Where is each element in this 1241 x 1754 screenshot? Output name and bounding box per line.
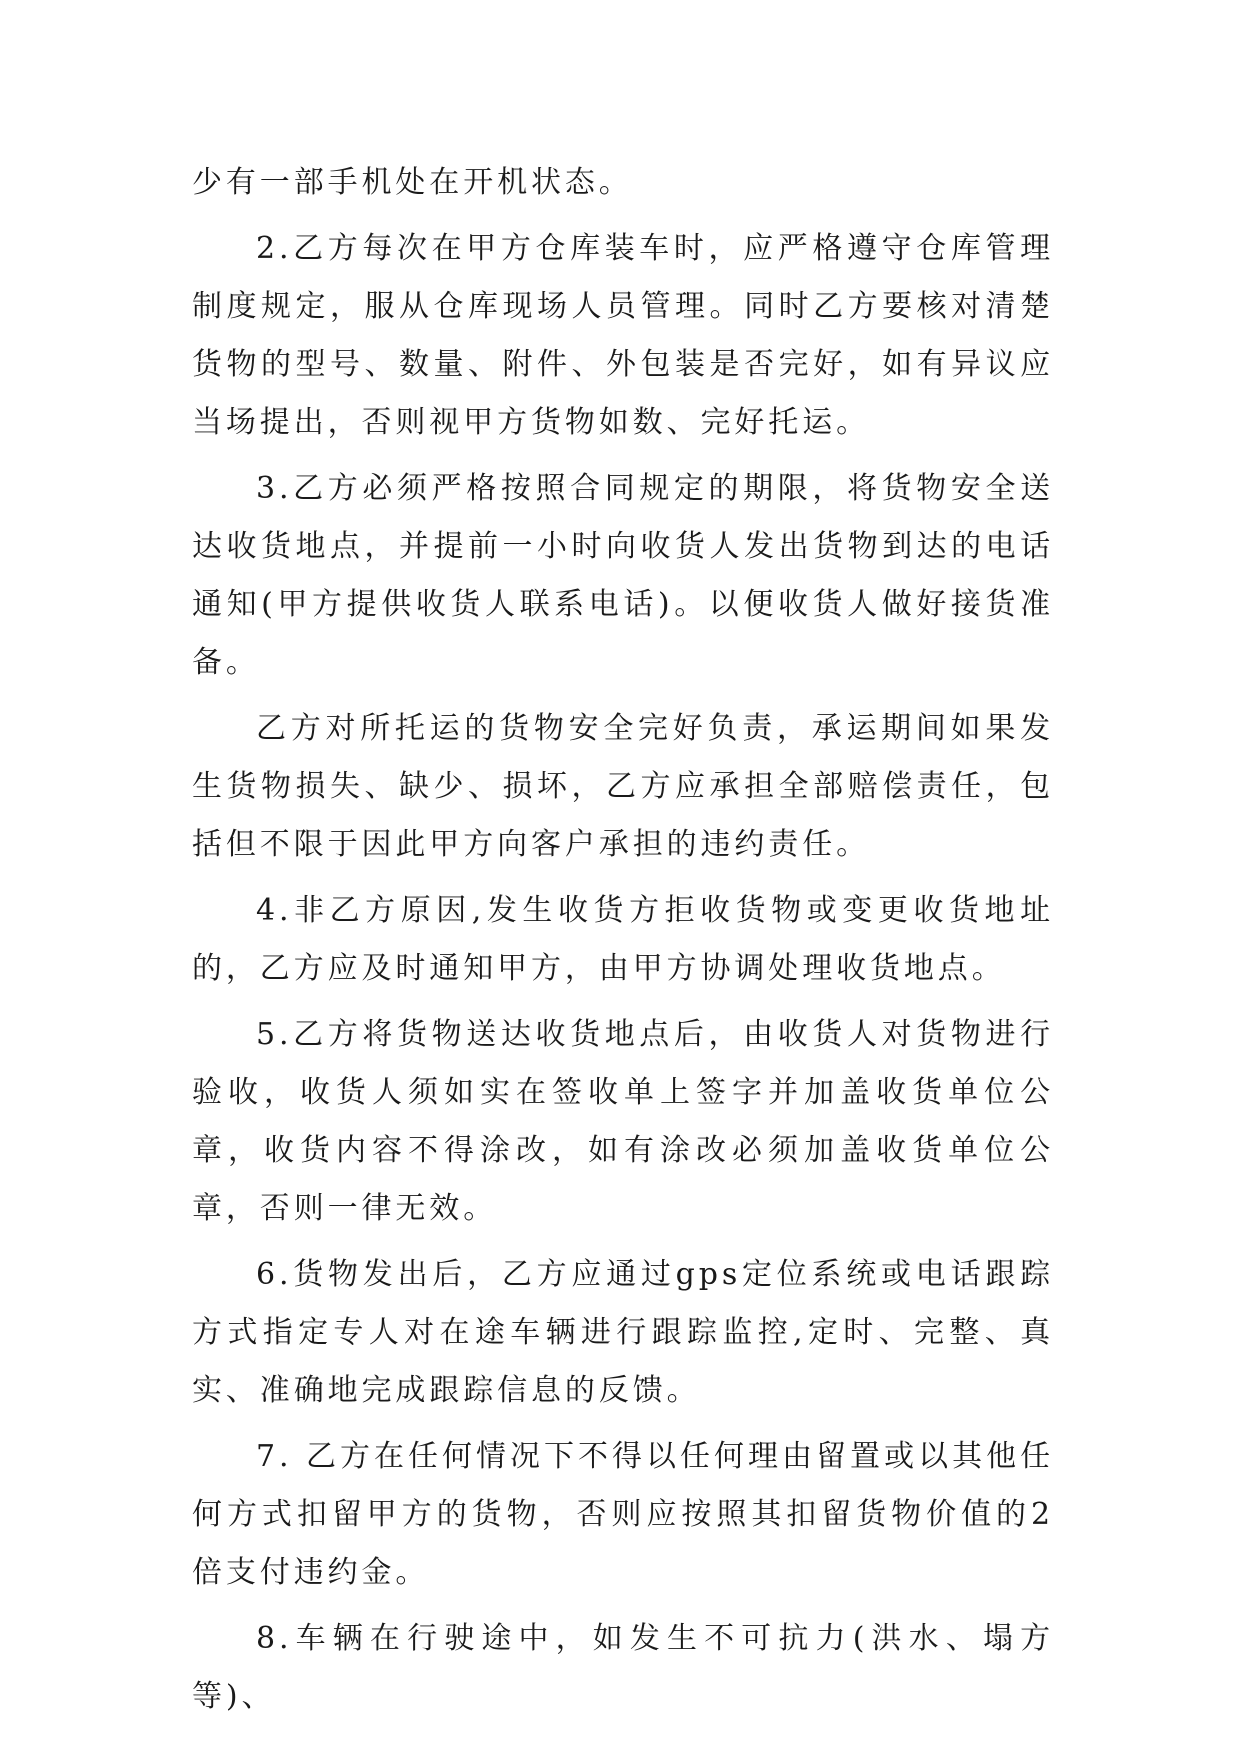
paragraph-clause-8: 8.车辆在行驶途中，如发生不可抗力(洪水、塌方等)、: [192, 1621, 1054, 1714]
paragraph-clause-6: 6.货物发出后，乙方应通过gps定位系统或电话跟踪方式指定专人对在途车辆进行跟踪监控,定时、完整、真实、准确地完成跟踪信息的反馈。: [192, 1257, 1054, 1408]
paragraph-clause-2: 2.乙方每次在甲方仓库装车时，应严格遵守仓库管理制度规定，服从仓库现场人员管理。同时乙方要核对清楚货物的型号、数量、附件、外包装是否完好，如有异议应当场提出，否则视甲方货物如数、完好托运。: [192, 231, 1054, 440]
document-body: [192, 154, 1054, 1726]
paragraph-clause-4: 4.非乙方原因,发生收货方拒收货物或变更收货地址的，乙方应及时通知甲方，由甲方协调处理收货地点。: [192, 893, 1054, 986]
paragraph-clause-5: 5.乙方将货物送达收货地点后，由收货人对货物进行验收，收货人须如实在签收单上签字并加盖收货单位公章，收货内容不得涂改，如有涂改必须加盖收货单位公章，否则一律无效。: [192, 1017, 1054, 1226]
paragraph-continuation: 少有一部手机处在开机状态。: [192, 165, 633, 200]
paragraph-clause-3: 3.乙方必须严格按照合同规定的期限，将货物安全送达收货地点，并提前一小时向收货人发出货物到达的电话通知(甲方提供收货人联系电话)。以便收货人做好接货准备。: [192, 471, 1054, 680]
paragraph-liability: 乙方对所托运的货物安全完好负责，承运期间如果发生货物损失、缺少、损坏，乙方应承担全部赔偿责任，包括但不限于因此甲方向客户承担的违约责任。: [192, 711, 1054, 862]
paragraph-clause-7: 7. 乙方在任何情况下不得以任何理由留置或以其他任何方式扣留甲方的货物，否则应按照其扣留货物价值的2倍支付违约金。: [192, 1439, 1054, 1590]
